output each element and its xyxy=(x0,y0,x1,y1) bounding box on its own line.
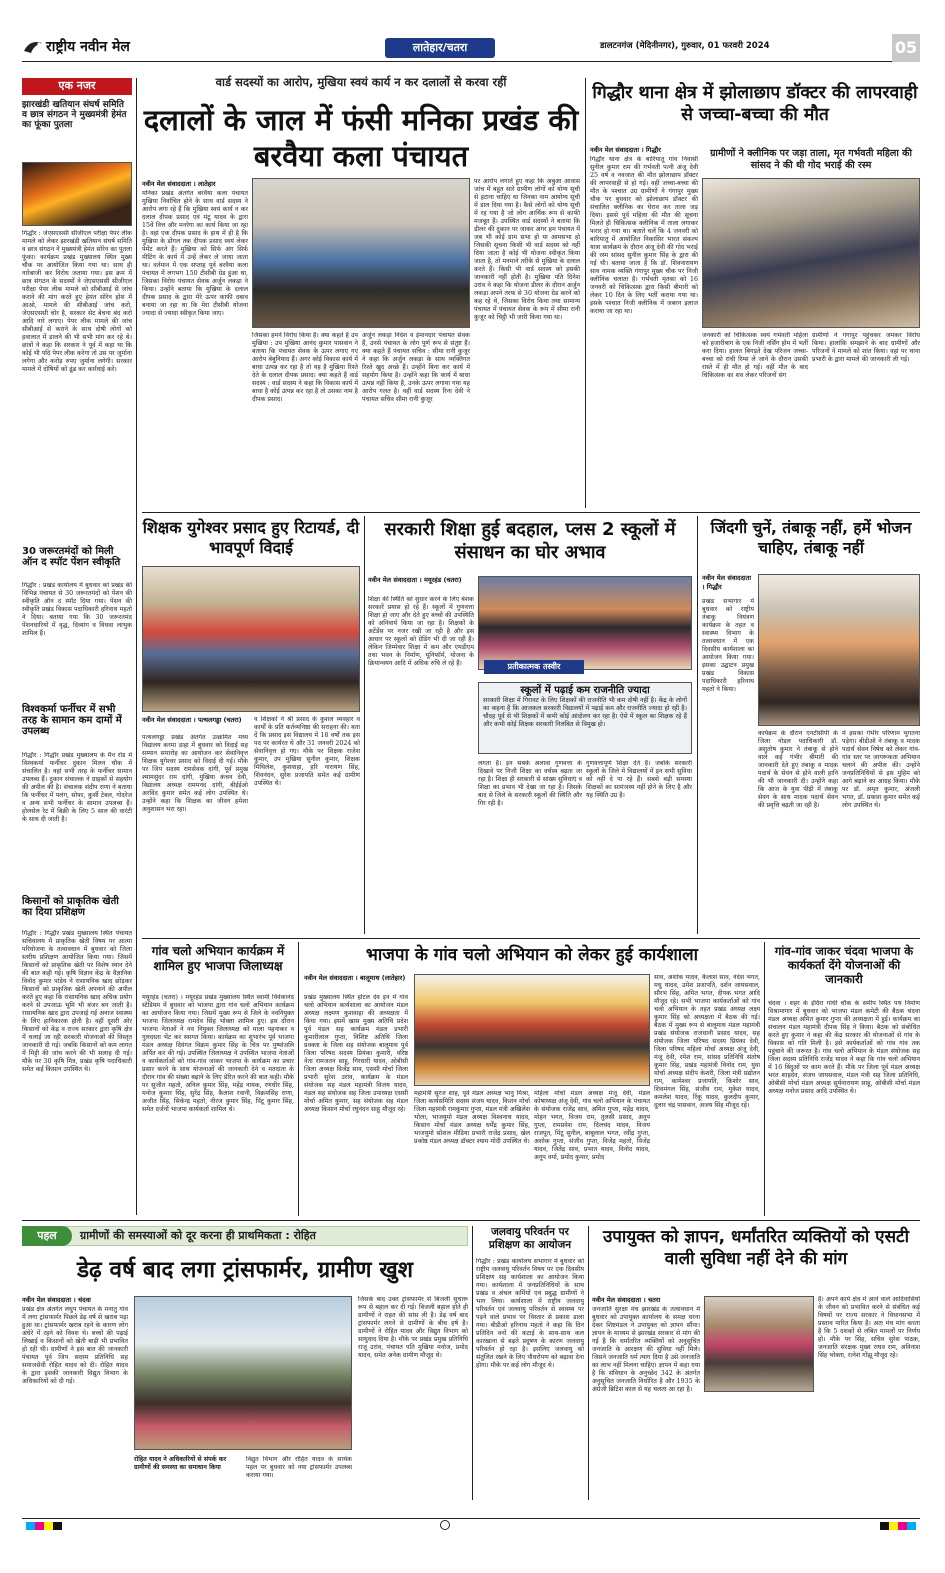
transformer-byline: नवीन मेल संवाददाता । चंदवा xyxy=(22,1296,91,1304)
education-col2: लगता है। इन सबके अलावा गुणवत्ता के दिखावे पर निजी शिक्षा का वर्चस्व बढ़ता जा रहा है। शिक्षा ही सरकारी से सांख्य सुविधाएं व शिक्षा का प्रभाव भी देखा जा रहा है। जिसके बाद से जिले के सरकारी स्कूलों की स्थिति और गिर रही है। xyxy=(478,760,582,807)
transformer-photo-caption: रोहित यादव ने अधिकारियों से संपर्क कर ग्रामीणों की समस्या का समाधान किया xyxy=(134,1456,227,1471)
sidebar-story4-body: गिद्धौर : गिद्धौर प्रखंड मुख्यालय स्थित पंचायत सचिवालय में प्राकृतिक खेती विषय पर आत्मा परियोजना के तत्वावधान में बुधवार को जिला स्तरीय प्रशिक्षण आयोजित किया गया। जिसमें किसानों को प्राकृतिक खेती पर विशेष ध्यान देने की बात कही गई। कृषि विज्ञान केंद्र के वैज्ञानिक विनोद कुमार पांडेय ने रासायनिक खाद छोड़कर किसानों को प्राकृतिक खेती अपनाने की अपील करते हुए कहा कि रासायनिक खाद अधिक प्रयोग करने से उपजाऊ भूमि भी बंजर बन जाती है। रासायनिक खाद द्वारा उपजाई गई अनाज स्वास्थ्य के लिए हानिकारक होती है। वहीं दूसरी ओर किसानों को केंद्र व राज्य सरकार द्वारा कृषि क्षेत्र में चलाई जा रही सरकारी योजनाओं की विस्तृत जानकारी दी गई। जबकि किसानों को कम लागत में मिट्टी की जांच करने की भी सलाह दी गई। मौके पर 30 कृषि मित्र, प्रखंड कृषि पदाधिकारी समेत कई किसान उपस्थित थे। xyxy=(22,930,132,1073)
teacher-photo xyxy=(142,566,360,712)
education-box-head: स्कूलों में पढ़ाई कम राजनीति ज्यादा xyxy=(520,685,650,696)
lead-col4: पर आरोप लगाते हुए कहा कि अबुआ आवास जांच में बहुत सारे ग्रामीण लोगों को योग्य सूची से हटाना चाहिए था जिनका नाम आयोग्य सूची में डाल दिया गया है। कैसे लोगों को योग्य सूची में रह गया है जो लोग आर्थिक रूप से काफी मजबूत हैं। उपस्थित वार्ड सदस्यों ने बताया कि डीलर की दुकान पर जाकर अगर हम पंचायत में जब भी कोई ग्राम सभा हो या आमसभा हो जिसकी सूचना किसी भी वार्ड सदस्य को नहीं दिया जाता है कोई भी योजना स्वीकृत किया जाता है, तो मनमाने तरीके से मुखिया के दलाल करते हैं। किसी भी वार्ड सदस्य को इसकी जानकारी नहीं होती है। मुखिया पति दिनेश उरांव ने कहा कि योजना डीलर के दौरान अर्जुन लकड़ा अपने तरफ से 30 योजना ग्रेड करने को कह रहे थे, जिसका विरोध किया तथा सामान्य पंचायत में पंचायत सेवक के रूप में सीमा रानी कुजूर को चिट्ठी भी जारी किया गया था। xyxy=(474,178,580,321)
right-top-col2: जनकारी को चिकित्सक स्वयं गर्भवती महिला को हजारीबाग के एक निजी नर्सिंग होम में भर्ती करा दिया। हालत बिगड़ते देख परिजन जच्चा-बच्चा को रांची रिम्स ले जाने के दौरान उसकी रास्ते में ही मौत हो गई। वहीं मौत के बाद चिकित्सक का शव लेकर परिजनों संग xyxy=(702,332,808,379)
lead-col2: जिसका हमने विरोध किया है। क्या कहते हैं उप मुखिया : उप मुखिया आनंद कुमार पासवान ने बताया कि पंचायत सेवक के ऊपर लगाए गए आरोप बेबुनियाद हैं। अगर कोई विकास कार्य में बाधा उत्पन्न कर रहा है तो यह है मुखिया रिश्ते देते के दलाल दीपक प्रसाद। क्या कहते हैं वार्ड सदस्य : वार्ड सदस्य ने कहा कि विकास कार्य में बाधा है कोई उत्पन्न कर रहा है तो उसका नाम है दीपक प्रसाद। xyxy=(252,332,358,403)
lead-headline: दलालों के जाल में फंसी मनिका प्रखंड की बरवैया कला पंचायत xyxy=(143,103,579,173)
climate-body: गिद्धौर : प्रखंड कार्यालय सभागार में बुधवार को राष्ट्रीय जलवायु परिवर्तन विषय पर एक दिवसीय प्रशिक्षण सह कार्यशाला का आयोजन किया गया। कार्यशाला में जनप्रतिनिधियों के साथ प्रखंड व अंचल कर्मियों एवं प्रबुद्ध ग्रामीणों ने भाग लिया। कार्यशाला में राष्ट्रीय जलवायु परिवर्तन एवं जलवायु परिवर्तन से स्वास्थ्य पर पड़ने वाले प्रभाव पर विस्तार से प्रकाश डाला गया। बीडीओ हरिनाथ महतो ने कहा कि दिन प्रतिदिन वनों की कटाई के साथ-साथ कल कारखाना से बढ़ते प्रदूषण के कारण जलवायु परिवर्तन हो रहा है। इसलिए जलवायु को संतुलित रखने के लिए पौधरोपण को बढ़ावा देना होगा। मौके पर कई लोग मौजूद थे। xyxy=(476,1258,584,1369)
bjp-right-body: चंदवा । शहर के इंदिरा गांधी चौक के समीप स्थित पथ निर्माण विश्रामागार में बुधवार को भाजपा मंडल कमेटी की बैठक चंदवा मंडल अध्यक्ष अमित कुमार गुप्ता की अध्यक्षता में हुई। कार्यक्रम का संचालन मंडल महामंत्री दीपक सिंह ने किया। बैठक को संबोधित करते हुए कुमार ने कहा की केंद्र सरकार की योजनाओं से गांव के विकास को गति मिली है। इसे कार्यकर्ताओं को गांव गांव तक पहुंचाने की जरूरत है। गांव चलो अभियान के मंडल संयोजक सह जिला सदस्य प्रतिनिधि राजेंद्र यादव ने कहा कि गांव चलो अभियान में 16 बिंदुओं पर काम करते हैं। मौके पर जिला पूर्व मंडल अध्यक्ष भरत शाहदेव, संजय जायसवाल, मंडल मंत्री सह जिला प्रतिनिधि, ओबीसी मोर्चा मंडल अध्यक्ष सुर्यनारायण साहू, ओबीसी मोर्चा मंडल अध्यक्ष मनोज प्रसाद आदि उपस्थित थे। xyxy=(768,1000,920,1095)
bjp-main-col3: महिला मोर्चा मंडल अध्यक्ष मंजू देवी, मंडल कोषाध्यक्ष अंजू देवी, गांव चलो अभियान के पंचायत के संयोजक राजेंद्र साव, अमित गुप्ता, महेंद्र यादव, मोहन भगत, विजय राम, तुलसी प्रसाद, अनूप गुप्ता, रामप्रवेश राम, दिलचंद यादव, विजय राजपूत, मिंटू सुनील, बाबूलाल भगत, रवींद्र गुप्ता, अशोक गुप्ता, संजीव गुप्ता, विजेंद्र महतो, विजेंद्र यादव, जितेंद्र साव, प्रभात यादव, विनोद यादव, अनूप वर्मा, प्रमोद कुमार, प्रमोद xyxy=(534,1090,650,1161)
teacher-col1: पत्थलगड्डा प्रखंड अंतर्गत उत्क्रमित मध्य विद्यालय करमा डाहा में बुधवार को विदाई सह सम्मान समारोह का आयोजन कर सेवानिवृत्त शिक्षक युगेश्वर प्रसाद को विदाई दी गई। मौके पर जिप सदस्य रामसेवक दांगी, पूर्व प्रमुख श्यामसुंदर राम दांगी, मुखिया कंचन देवी, विद्यालय अध्यक्ष राममनद दांगी, बीईईओ अरविंद कुमार समेत कई लोग उपस्थित थे। उन्होंने कहा कि शिक्षक का जीवन हमेशा अनुशासन भरा रहा। xyxy=(142,734,248,813)
row2-divider xyxy=(142,938,920,939)
right-top-subhead: ग्रामीणों ने क्लीनिक पर जड़ा ताला, मृत गर्भवती महिला की सांसद ने की थी गोद भराई की रस्म xyxy=(710,148,912,171)
bjp-main-headline: भाजपा के गांव चलो अभियान को लेकर हुई कार्यशाला xyxy=(365,945,699,965)
tobacco-photo xyxy=(758,574,920,726)
right-top-headline: गिद्धौर थाना क्षेत्र में झोलाछाप डॉक्टर की लापरवाही से जच्चा-बच्चा की मौत xyxy=(592,83,918,125)
registration-mark-mid xyxy=(440,1520,450,1530)
sidebar xyxy=(22,78,132,1215)
tobacco-headline: जिंदगी चुनें, तंबाकू नहीं, हमें भोजन चाहिए, तंबाकू नहीं xyxy=(710,519,912,557)
masthead xyxy=(0,0,945,70)
paper-logo-icon xyxy=(22,37,44,57)
st-headline: उपायुक्त को ज्ञापन, धर्मांतरित व्यक्तियों को एसटी वाली सुविधा नहीं देने की मांग xyxy=(602,1227,910,1269)
education-divider xyxy=(697,516,698,934)
teacher-divider xyxy=(364,516,365,934)
st-photo xyxy=(704,1296,814,1392)
bjp-main-col2: महामंत्री सूरज शाह, पूर्व मंडल अध्यक्ष भानु मिश्रा, जिला कार्यसमिति सदस्य संजय यादव, किशन मोर्चा जिला महामंत्री रामकुमार गुप्ता, मंडल मंत्री अखिलेश भोला, भाजयुमो मंडल अध्यक्ष विश्वनाथ यादव, किसान मोर्चा मंडल अध्यक्ष धर्मेंद्र कुमार सिंह, भाजयुमो सोशल मीडिया प्रभारी राजेंद्र प्रसाद, खेल प्रकोष्ठ मंडल अध्यक्ष डॉक्टर श्याम मोदी उपस्थित थे। xyxy=(414,1090,530,1145)
sidebar-tag-label: एक नजर xyxy=(58,79,96,93)
color-registration-bar xyxy=(22,1518,920,1530)
lead-photo xyxy=(252,178,470,328)
education-col1: शिक्षा की स्थिति को सुधार करने के लिए बेशक सरकारें प्रयास हो रहे हैं। स्कूलों में गुणवत्ता शिक्षा हो जाए और देते हुए बच्चों की उपस्थिति को अनिवार्य किया जा रहा है। शिक्षकों के अटेंडेंस पर नजर रखी जा रही है और इस आधार पर स्कूलों को ग्रेडिंग भी दी जा रही है। लेकिन जिम्मेवार शिक्षा में कम और एमडीएम तथा भवन के निर्माण, यूनिफॉर्म, योजना के क्रियान्वयन आदि में अधिक रुचि ले रहे हैं। xyxy=(368,596,474,667)
teacher-byline: नवीन मेल संवाददाता । पत्थलगड्डा (चतरा) xyxy=(142,716,242,724)
tobacco-byline: नवीन मेल संवाददाता । गिद्धौर xyxy=(702,574,751,591)
education-col3: गुणवत्तापूर्ण शिक्षा देते हैं। जबकि सरकारी स्कूलों के जिले में विद्यालयों में इन सभी सुविधा को नहीं दे पा रहे हैं। सबसे बड़ी समस्या शिक्षकों का सामंजस्य नहीं होने के लिए है और यह स्थिति उग्र है। xyxy=(586,760,692,799)
transformer-col2: जिसके बाद उक्त ट्रांसफार्मर से बिजली सुचारू रूप से बहाल कर दी गई। बिजली बहाल होते ही ग्रामीणों ने राहत की सांस ली है। डेढ़ वर्ष बाद ट्रांसफार्मर लगने से ग्रामीणों के बीच हर्ष है। ग्रामीणों ने रोहित यादव और विद्युत विभाग को साधुवाद दिया है। मौके पर प्रखंड प्रमुख प्रतिनिधि राजू उरांव, पंचायत पति मुखिया मनोज, प्रमोद यादव, समेत अनेक ग्रामीण मौजूद थे। xyxy=(358,1296,468,1359)
right-top-col3: ग्रामीणों ने गंगापुर पहुंचकर जमकर विरोध किया। हालांकि समझाने के बाद ग्रामीणों और परिजनों ने मामले को शांत किया। वहां पर थाना प्रभारी के द्वारा मामले की जानकारी ली गई। xyxy=(812,332,920,363)
sidebar-tag xyxy=(22,78,132,95)
sidebar-story1-photo xyxy=(22,162,132,226)
transformer-headline: डेढ़ वर्ष बाद लगा ट्रांसफार्मर, ग्रामीण खुश xyxy=(76,1257,414,1283)
sidebar-story1-body: गिद्धौर : जेएसएससी सीजीएल परीक्षा पेपर लीक मामले को लेकर झारखंडी खतियान संघर्ष समिति व छात्र संगठन ने मुख्यमंत्री हेमंत सोरेन का पुतला फूंका। कार्यक्रम प्रखंड मुख्यालय स्थित मुख्य चौक पर आयोजित किया गया था। साथ ही नारेबाजी कर विरोध जताया गया। इस क्रम में छात्र संगठन के सदस्यों ने जेएसएससी सीजीएल परीक्षा पेपर लीक मामले को सीबीआई से जांच कराने की मांग करते हुए हेमंत सोरेन होश में आओ, मामले की सीबीआई जांच करो, जेएसएससी चोर है, सरकार सेट बेचना बंद करो आदि नारे लगाए। पेपर लीक मामले की जांच सीबीआई से कराने के साथ दोषी लोगों को हवालात में डालने की भी सभी मांग कर रहे थे। छात्रों ने कहा कि सरकार ने पूर्व में कहा था कि कोई भी पदि पेपर लीक करेगा तो उस पर जुर्माना लगेगा और करोड़ रुपए जुर्माना लगेगी। सरकार मामले में दोषियों को ढूंढ कर कार्रवाई करे। xyxy=(22,230,132,373)
tobacco-col2: कार्यक्रम के दौरान एनटीसीपी के जिला नोडल पदाधिकारी डॉ. अशुतोष कुमार ने तंबाकू से होने वाले कई गंभीर बीमारी की जानकारी देते हुए तंबाकू व मादक पदार्थ के सेवन से होने वाली हानि की भी जानकारी दी। उन्होंने कहा कि आज के युवा पीढ़ी में तंबाकू सेवन के साथ मादक पदार्थ सेवन की प्रवृत्ति बढ़ती जा रही है। xyxy=(758,730,838,809)
registration-mark-left xyxy=(26,1522,62,1530)
bjp-main-byline: नवीन मेल संवाददाता । बालूमाथ (लातेहार) xyxy=(304,974,406,982)
lead-kicker: वार्ड सदस्यों का आरोप, मुखिया स्वयं कार्य न कर दलालों से करवा रहीं xyxy=(215,75,507,89)
bjp-main-photo xyxy=(414,974,650,1086)
transformer-col1: प्रखंड क्षेत्र अंतर्गत लधुप पंचायत के मनातु गांव में लगा ट्रांसफार्मर पिछले डेढ़ वर्ष से खराब पड़ा हुआ था। ट्रांसफार्मर खराब रहने के कारण लोग अंधेरे में रहने को विवश थे। बच्चों की पढ़ाई लिखाई व किसानों को खेती बाड़ी भी प्रभावित हो रही थी। ग्रामीणों ने इस बात की जानकारी पंचायत पूर्व जिप सदस्य प्रतिनिधि सह समाजसेवी रोहित यादव को दी। रोहित यादव के द्वारा इसकी जानकारी विद्युत विभाग के अधिकारियों को दी गई। xyxy=(22,1306,128,1385)
teacher-headline: शिक्षक युगेश्वर प्रसाद हुए रिटायर्ड, दी भावपूर्ण विदाई xyxy=(142,518,360,557)
section-label: लातेहार/चतरा xyxy=(412,40,468,54)
sidebar-story2-body: गिद्धौर : प्रखंड कार्यालय में बुधवार को प्रखंड की विभिन्न पंचायत से 30 जरूरतमंदों को पेंशन की स्वीकृति ऑन द स्पॉट दिया गया। पेंशन की स्वीकृति प्रखंड विकास पदाधिकारी हरिनाथ महतो ने दिया। बताया गया कि 30 जरूरतमंद पेंशनधारियों में वृद्ध, दिव्यांग व विधवा लाभुक शामिल हैं। xyxy=(22,582,132,637)
paper-name: राष्ट्रीय नवीन मेल xyxy=(46,39,130,55)
right-top-col1: गिद्धौर थाना क्षेत्र के बारियातू गांव निवासी सुनील कुमार राम की गर्भवती पत्नी अंजू देवी 25 वर्ष व नवजात की मौत झोलाछाप डॉक्टर की लापरवाही से हो गई। वहीं जच्चा-बच्चा की मौत के पश्चात उग्र ग्रामीणों ने गंगापुर मुख्य चौक पर बुधवार को झोलाछाप डॉक्टर की संचालित क्लीनिक का घेराव कर ताला जड़ दिया। इससे पूर्व महिला की मौत की सूचना मिलते ही चिकित्सक क्लीनिक में ताला लगाकर फरार हो गया था। बताते चलें कि 4 जनवरी को बारियातू में आयोजित निकासिर भारत संकल्प यात्रा कार्यक्रम के दौरान अंजू देवी की गोद भराई की रस्म सांसद सुनील कुमार सिंह के द्वारा की गई थी। बताया जाता है कि डॉ. शिवनारायण साव नामक व्यक्ति गंगापुर मुख्य चौक पर निजी क्लीनिक चलाता है। गर्भवती मृतका को 16 जनवरी को चिकित्सक द्वारा किसी बीमारी को लेकर 10 दिन के लिए भर्ती कराया गया था। इसके पश्चात निजी क्लीनिक में जबरन इलाज कराया जा रहा था। xyxy=(590,156,698,315)
row3-divider xyxy=(22,1220,920,1221)
transformer-tag: पहल xyxy=(37,1228,57,1242)
education-byline: नवीन मेल संवाददाता । मयूरहंड (चतरा) xyxy=(368,576,462,584)
dateline: डालटनगंज (मेदिनीनगर), गुरुवार, 01 फरवरी 2024 xyxy=(600,41,770,51)
right-top-byline: नवीन मेल संवाददाता । गिद्धौर xyxy=(590,146,661,154)
education-box xyxy=(478,682,692,754)
sidebar-story4-headline: किसानों को प्राकृतिक खेती का दिया प्रशिक्षण xyxy=(22,896,119,919)
sidebar-story2-headline: 30 जरूरतमंदों को मिली ऑन द स्पॉट पेंशन स्वीकृति xyxy=(22,546,121,569)
bjp-left-divider xyxy=(298,942,299,1216)
sidebar-divider xyxy=(136,78,137,1215)
tobacco-col3: में इसका गंभीर परिणाम भुगतना पड़ेगा। बीडीओ ने तंबाकू व मादक पदार्थ सेवन निषेध को लेकर गांव-गांव स्तर पर जागरूकता अभियान चलाने की अपील की। उन्होंने जनप्रतिनिधियों से इस मुहिम को आगे बढ़ाने का आग्रह किया। मौके पर डॉ. अमृत कुमार, अंजली भगत, डॉ. प्रकाश कुमार समेत कई लोग उपस्थित थे। xyxy=(842,730,920,809)
education-box-body: सरकारी शिक्षा में गिरावट के लिए शिक्षकों की राजनीति भी कम दोषी नहीं है। केंद्र के लोगों का कहना है कि आजकल सरकारी विद्यालयों में पढ़ाई कम और राजनीति ज्यादा हो रही है। चौदह पूर्व से भी शिक्षकों में कभी कोई आंदोलन कर रहा है। ऐसे में स्कूल का शिक्षक रहे हैं और कभी कोई शिक्षक सरकारी निलंबित से विमुख हो। xyxy=(483,697,687,729)
education-headline: सरकारी शिक्षा हुई बदहाल, प्लस 2 स्कूलों में संसाधन का घोर अभाव xyxy=(384,519,676,563)
page-number-box xyxy=(892,34,920,62)
sidebar-story1-headline: झारखंडी खतियान संघर्ष समिति व छात्र संगठन ने मुख्यमंत्री हेमंत का फूंका पुतला xyxy=(22,100,127,131)
bjp-right-headline: गांव-गांव जाकर चंदवा भाजपा के कार्यकर्ता देंगे योजनाओं की जानकारी xyxy=(774,944,914,986)
lead-right-divider xyxy=(585,78,586,508)
bjp-left-body: मयूरहंड (चतरा) । मयूरहंड प्रखंड मुख्यालय स्थित स्वामी विवेकानंद स्टेडियम में बुधवार को भाजपा द्वारा गांव चलो अभियान कार्यक्रम का आयोजन किया गया। जिसमें मुख्य रूप से जिले के नवनियुक्त भाजपा जिलाध्यक्ष रामदेव सिंह भोक्ता शामिल हुए। इस दौरान भाजपा नेताओं ने नव नियुक्त जिलाध्यक्ष को माला पहनाकर व गुलदस्ता भेंट कर स्वागत किया। कार्यक्रम का शुभारंभ पूर्व भाजपा मंडल अध्यक्ष दिवंगत विक्रम कुमार सिंह के चित्र पर पुष्पांजलि अर्पित कर की गई। उपस्थित जिलाध्यक्ष ने उपस्थित भाजपा नेताओं व कार्यकर्ताओं को गांव-गांव जाकर भाजपा के कार्यक्रम का प्रचार प्रसार करने के साथ योजनाओं की जानकारी देने व मतदाता के दौरान गांव की संख्या बढ़ाने के लिए प्रेरित करने की बात कही। मौके पर सुजीत महतो, अनिल कुमार सिंह, महेंद्र नायक, रणधीर सिंह, मनोज कुमार सिंह, सुरेंद्र सिंह, कैलाश रवानी, विक्रमसिंह राणा, अजीत सिंह, सिकेन्द्र महतो, नीरज कुमार सिंह, पिंटू कुमार सिंह, समेत दर्जनों भाजपा कार्यकर्ता शामिल थे। xyxy=(142,994,294,1113)
education-photo-label-box xyxy=(484,660,584,674)
bjp-left-headline: गांव चलो अभियान कार्यक्रम में शामिल हुए भाजपा जिलाध्यक्ष xyxy=(151,944,285,973)
transformer-divider xyxy=(472,1226,473,1500)
tobacco-col1: प्रखंड सभागार में बुधवार को राष्ट्रीय तंबाकू नियंत्रण कार्यक्रम के तहत व स्वास्थ्य विभाग के तत्वावधान में एक दिवसीय कार्यशाला का आयोजन किया गया। इसका उद्घाटन प्रमुख प्रखंड विकास पदाधिकारी हरिनाथ महतो ने किया। xyxy=(702,598,754,693)
education-photo xyxy=(478,576,692,670)
sidebar-story3-headline: विश्वकर्मा फर्नीचर में सभी तरह के सामान कम दामों में उपलब्ध xyxy=(22,704,122,738)
sidebar-story3-body: गिद्धौर : गिद्धौर प्रखंड मुख्यालय के मैन रोड में विश्वकर्मा फर्नीचर दुकान मिलन चौक में संचालित है। वहां सभी तरह के फर्नीचर सामान उपलब्ध हैं। दुकान संचालक ने ग्राहकों से सहयोग की अपील की है। संचालक संदीप राणा ने बताया कि फर्नीचर में पलंग, सोफा, कुर्सी टेबल, गोदरेज व अन्य सभी फर्नीचर के सामान उपलब्ध हैं। होलसेल रेट में बिक्री के लिए 5 साल की वारंटी के साथ दी जाती है। xyxy=(22,752,132,823)
st-byline: नवीन मेल संवाददाता । चतरा xyxy=(592,1296,661,1304)
lead-col3: अर्जुन लकड़ा निर्देश व ईमानदार पंचायत सेवक हैं, उनसे पंचायत के लोग पूर्ण रूप से संतुष्ट हैं। क्या कहते हैं पंचायत सचिव : सीमा रानी कुजूर ने कहा कि अर्जुन लकड़ा के साथ व्यक्तिगत रिश्ते खुद अच्छे हैं। उन्होंने बिना कर कार्य में सहयोग किया है। उन्होंने कहा कि कार्य में बाधा उत्पन्न नहीं किया है, उनके ऊपर लगाया गया यह आरोप गलत है। वहीं वार्ड सदस्य रिना देवी ने पंचायत सचिव सीमा रानी कुजूर xyxy=(362,332,470,403)
education-photo-label: प्रतीकात्मक तस्वीर xyxy=(507,661,561,671)
page-number: 05 xyxy=(894,38,918,58)
st-col1: जनजाति सुरक्षा मंच झारखंड के तत्वावधान में बुधवार को उपायुक्त कार्यालय के समक्ष धरना देकर शिष्टमंडल ने उपायुक्त को ज्ञापन सौंपा। ज्ञापन के माध्यम से झारखंड सरकार से मांग की गई है कि धर्मांतरित व्यक्तियों को अनुसूचित जनजाति के आरक्षण की सुविधा नहीं मिले। जिसने जनजाति धर्म त्याग दिया है उसे जनजाति का लाभ नहीं मिलना चाहिए। ज्ञापन में कहा गया है कि संविधान के अनुच्छेद 342 के अंतर्गत अनुसूचित जनजाति निर्धारित है और 1935 के अंग्रेजी ब्रिटिश काल से यह चलता आ रहा है। xyxy=(592,1306,700,1393)
lead-byline: नवीन मेल संवाददाता । लातेहार xyxy=(142,180,216,188)
transformer-col3: विद्युत विभाग और रोहित यादव के सार्थक पहल पर बुधवार को नया ट्रांसफार्मर उपलब्ध कराया गया। xyxy=(246,1456,352,1479)
climate-divider xyxy=(588,1226,589,1500)
lead-col1: मनिका प्रखंड अंतर्गत बरवैया कला पंचायत मुखिया निर्वाचित होने के साथ वार्ड सदस्य ने आरोप लगा रहे हैं कि मुखिया स्वयं कार्य न कर दलाल दीपक प्रसाद एवं मंटू यादव के द्वारा 15वें वित्त और मनरेगा का कार्य किया जा रहा है। वहां एक दीपक प्रसाद के हाथ में ही है कि मुखिया के डोंगल तक दीपक प्रसाद स्वयं लेकर पेमेंट करते हैं। मुखिया को सिर्फ अंग सिर्फ मीटिंग के कार्य में उन्हें लेकर ले जाया जाता था। वर्तमान में एक सप्ताह पूर्व बरवैया कला पंचायत में लगभग 150 टीसीबी ग्रेड हुआ था, जिसका विरोध पंचायत सेवक अर्जुन लकड़ा ने किया। उन्होंने बताया कि मुखिया के दलाल दीपक प्रसाद के द्वारा मेरे ऊपर काफी दबाव बनाया जा रहा था कि मेरा टीसीबी योजना ज्यादा से ज्यादा स्वीकृत किया जाए। xyxy=(142,190,248,317)
registration-mark-right xyxy=(880,1522,916,1530)
st-col2: हैं। अपने कार्य क्षेत्र में आने वाले आदिवासियों के जीवन को प्रभावित करने से संबंधित कई विषयों पर राज्य सरकार ने विधानसभा में प्रस्ताव पारित किया है। अतः मंच मांग करता है कि 5 दशकों से लंबित मामलों पर निर्णय हो। मौके पर सिंह, सचिव सुरेश पाठक, जनजाति संरक्षक मुख्य राघव राम, अविनाश सिंह भोक्ता, रत्नेश गोंझू मौजूद रहे। xyxy=(818,1296,920,1359)
teacher-col2: व शिक्षकों ने श्री प्रसाद के कुशल व्यवहार व कार्यों के प्रति कर्तव्यनिष्ठा की सराहना की। बता दें कि प्रसाद इस विद्यालय में 18 वर्षों तक इस पद पर कार्यरत थे और 31 जनवरी 2024 को सेवानिवृत्त हो गए। मौके पर शिक्षक राजेश कुमार, उप मुखिया सुनील कुमार, शिक्षक मिथिलेश, कुशवाहा, हरि नारायण सिंह, शिवनंदन, सुरेश प्रजापति समेत कई ग्रामीण उपस्थित थे। xyxy=(254,716,360,787)
transformer-tag-box xyxy=(22,1226,72,1246)
transformer-photo xyxy=(134,1296,352,1450)
transformer-kicker: ग्रामीणों की समस्याओं को दूर करना ही प्राथमिकता : रोहित xyxy=(80,1229,316,1242)
bjp-main-divider xyxy=(764,942,765,1216)
row1-divider xyxy=(142,512,920,513)
bjp-main-col1: प्रखंड मुख्यालय स्थित होटल देव इन में गांव चलो अभियान कार्यशाला का आयोजन मंडल अध्यक्ष लक्ष्मण कुशवाहा की अध्यक्षता में किया गया। इसमें खास मुख्य अतिथि प्रदेश पूर्व मंडल सह कार्यक्रम मंडल प्रभारी कुमारीलाल गुप्ता, विशिष्ट अतिथि जिला प्रवक्ता के जिला सह संयोजक बालूमाथ पूर्व जिला परिषद सदस्य प्रियंका कुमारी, वरिष्ठ नेता रामजतन साहू, गिरधारी यादव, ओबीसी जिला अध्यक्ष विजेंद्र साव, एससी मोर्चा जिला प्रभारी सुरेश उरांव, कार्यक्रम के मंडल संयोजक सह मंडल महामंत्री विजय यादव, मंडल सह संयोजक सह जिला उपाध्यक्ष एससी मोर्चा अमित कुमार, सह संयोजक सह मंडल अध्यक्ष किसान मोर्चा रघुनंदन साहू मौजूद रहे। xyxy=(304,994,408,1113)
climate-headline: जलवायु परिवर्तन पर प्रशिक्षण का आयोजन xyxy=(488,1226,572,1251)
bjp-main-col4: साव, अशोक यादव, कैलाश साव, नंदेश भगत, मधु यादव, उमेश प्रजापति, दर्शन जायसवाल, सौरभ सिंह, अमित भगत, दीपक भगत आदि मौजूद रहे। सभी भाजपा कार्यकर्ताओं को गांव चलो अभियान के तहत प्रखंड अध्यक्ष लक्ष्य कुमार सिंह को अध्यक्षता में बैठक की गई। बैठक में मुख्य रूप से बालूमाथ मंडल महामंत्री प्रखंड संयोजक राजधानी प्रसाद यादव, सह संयोजक जिला परिषद सदस्य प्रियंका देवी, जिला परिषद महिला मोर्चा अध्यक्ष अंजू देवी, मंजू देवी, रमेश राम, सांसद प्रतिनिधि संतोष कुमार सिंह, प्रखंड महामंत्री विनोद राम, युवा मोर्चा अध्यक्ष संदीप केशरी, जिला मंत्री प्रद्योतन राम, कामेश्वर प्रजापति, किशोर साव, शिवमंगल सिंह, संजीव राम, मुकेश यादव, कमलेश यादव, रिंकू यादव, कुलदीप कुमार, दुलार चंद्र पासवान, अजय सिंह मौजूद रहे। xyxy=(654,974,760,1109)
section-tab xyxy=(385,38,495,58)
right-top-photo xyxy=(702,178,920,328)
